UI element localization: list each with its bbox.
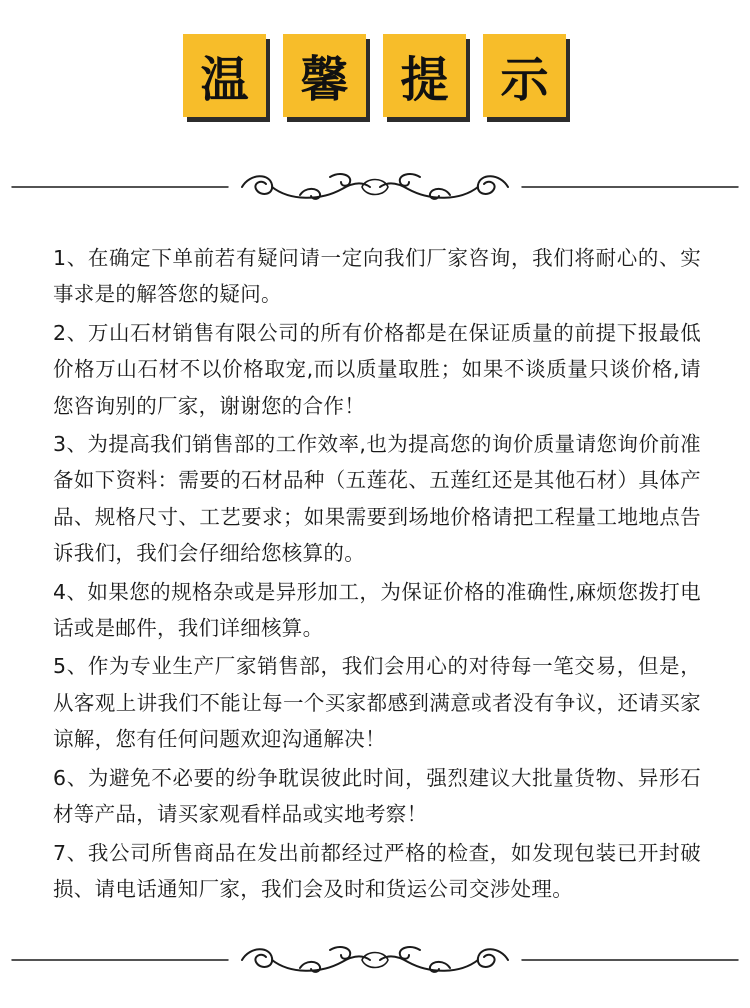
notice-paragraph-2: 2、万山石材销售有限公司的所有价格都是在保证质量的前提下报最低价格万山石材不以价格取宠,而以质量取胜；如果不谈质量只谈价格,请您咨询别的厂家，谢谢您的合作！ — [53, 320, 701, 418]
title-char-box: 温 — [183, 34, 266, 117]
notice-paragraph-5: 5、作为专业生产厂家销售部，我们会用心的对待每一笔交易，但是，从客观上讲我们不能让每一个买家都感到满意或者没有争议，还请买家谅解，您有任何问题欢迎沟通解决！ — [53, 654, 701, 752]
title-banner — [0, 34, 750, 120]
notice-paragraph-3: 3、为提高我们销售部的工作效率,也为提高您的询价质量请您询价前准备如下资料：需要的石材品种（五莲花、五莲红还是其他石材）具体产品、规格尺寸、工艺要求；如果需要到场地价格请把工程量工地地点告诉我们，我们会仔细给您核算的。 — [53, 432, 701, 566]
notice-paragraph-4: 4、如果您的规格杂或是异形加工，为保证价格的准确性,麻烦您拨打电话或是邮件，我们详细核算。 — [53, 579, 701, 641]
notice-paragraph-1: 1、在确定下单前若有疑问请一定向我们厂家咨询，我们将耐心的、实事求是的解答您的疑问。 — [53, 246, 701, 307]
ornament-divider-bottom — [0, 940, 750, 980]
notice-paragraph-6: 6、为避免不必要的纷争耽误彼此时间，强烈建议大批量货物、异形石材等产品，请买家观看样品或实地考察！ — [53, 765, 701, 827]
notice-paragraph-7: 7、我公司所售商品在发出前都经过严格的检查，如发现包装已开封破损、请电话通知厂家，我们会及时和货运公司交涉处理。 — [53, 840, 701, 901]
ornament-divider-top — [0, 167, 750, 207]
title-char-box: 示 — [483, 34, 566, 117]
title-char-box: 提 — [383, 34, 466, 117]
notice-body — [53, 240, 701, 909]
title-char-box: 馨 — [283, 34, 366, 117]
